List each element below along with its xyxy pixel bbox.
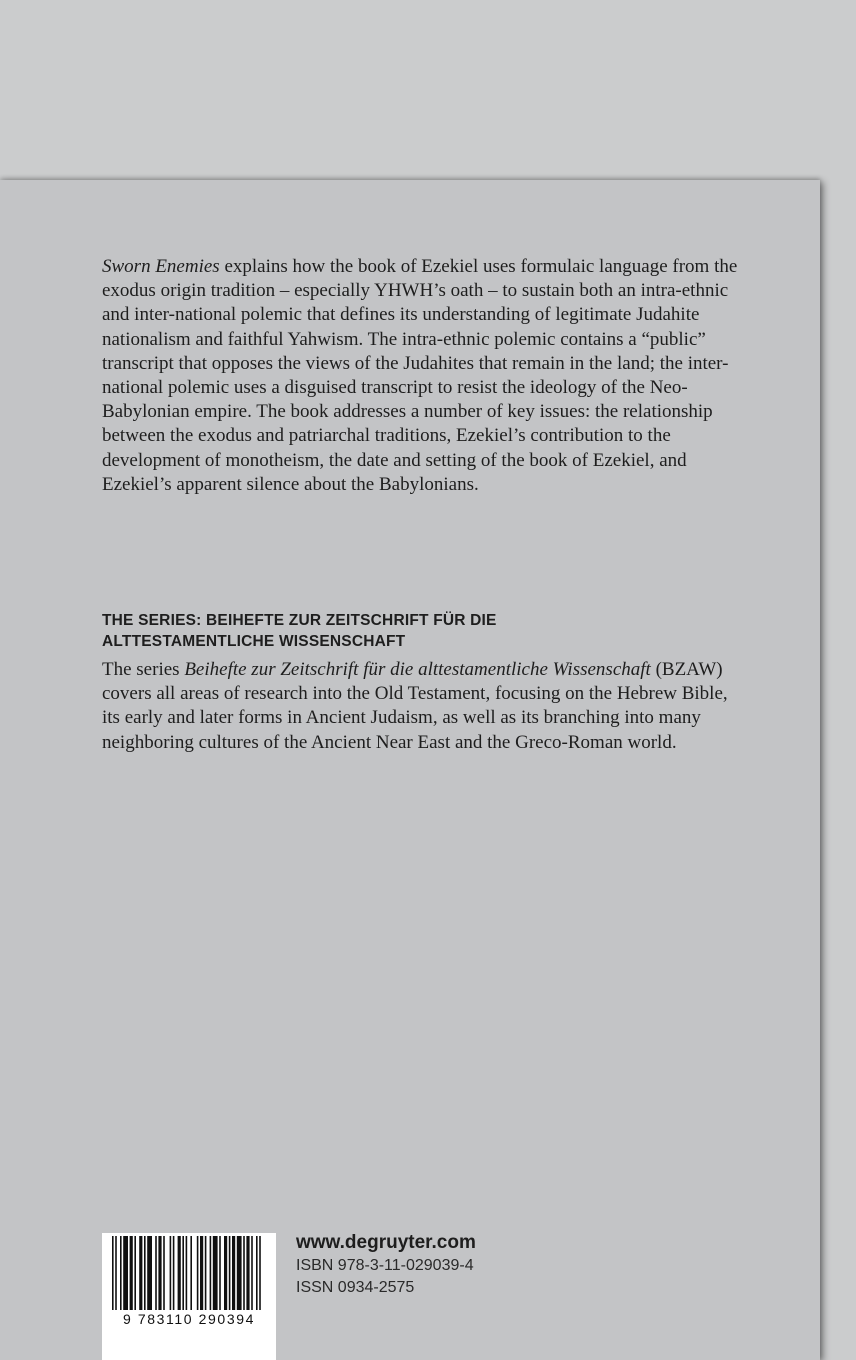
- barcode-bar: [197, 1236, 199, 1310]
- barcode-bar: [178, 1236, 181, 1310]
- barcode-bar: [190, 1236, 192, 1310]
- barcode-bar: [170, 1236, 172, 1310]
- barcode-bar: [182, 1236, 184, 1310]
- barcode-bar: [259, 1236, 261, 1310]
- barcode-bar: [115, 1236, 117, 1310]
- series-heading-line-1: THE SERIES: BEIHEFTE ZUR ZEITSCHRIFT FÜR DIE: [102, 612, 497, 629]
- barcode-bar: [243, 1236, 245, 1310]
- barcode-bar: [213, 1236, 218, 1310]
- barcode-bar: [134, 1236, 136, 1310]
- barcode: [102, 1233, 276, 1360]
- barcode-bar: [186, 1236, 188, 1310]
- barcode-bar: [224, 1236, 227, 1310]
- book-title: Sworn Enemies: [102, 256, 220, 277]
- barcode-bar: [112, 1236, 114, 1310]
- barcode-bar: [237, 1236, 242, 1310]
- barcode-bar: [144, 1236, 146, 1310]
- series-heading-line-2: ALTTESTAMENTLICHE WISSENSCHAFT: [102, 633, 406, 650]
- barcode-bar: [147, 1236, 152, 1310]
- barcode-bar: [205, 1236, 207, 1310]
- barcode-bar: [163, 1236, 165, 1310]
- issn-number: ISSN 0934-2575: [296, 1279, 415, 1296]
- barcode-bar: [232, 1236, 235, 1310]
- isbn-number: ISBN 978-3-11-029039-4: [296, 1257, 474, 1274]
- series-heading: [102, 610, 722, 652]
- barcode-bar: [139, 1236, 142, 1310]
- barcode-bar: [246, 1236, 249, 1310]
- barcode-bar: [173, 1236, 175, 1310]
- book-description-text: explains how the book of Ezekiel uses formulaic language from the exodus origin tradition – especially YHWH’s oath – to sustain both an intra-ethnic and inter-national polemic that defines its understanding of legitimate Judahite nationalism and faithful Yahwism. The intra-ethnic polemic contains a “public” transcript that opposes the views of the Judahites that remain in the land; the inter-national polemic uses a disguised transcript to resist the ideology of the Neo-Babylonian empire. The book addresses a number of key issues: the relationship between the exodus and patriarchal traditions, Ezekiel’s contribution to the development of monotheism, the date and setting of the book of Ezekiel, and Ezekiel’s apparent silence about the Babylonians.: [102, 256, 738, 495]
- barcode-bar: [158, 1236, 161, 1310]
- series-intro: The series: [102, 659, 185, 680]
- barcode-bar: [155, 1236, 157, 1310]
- series-name: Beihefte zur Zeitschrift für die alttestamentliche Wissenschaft: [184, 659, 651, 680]
- series-description-text: (BZAW) covers all areas of research into the Old Testament, focusing on the Hebrew Bible, its early and later forms in Ancient Judaism, as well as its branching into many neighboring cultures of the Ancient Near East and the Greco-Roman world.: [102, 659, 728, 753]
- barcode-bar: [229, 1236, 231, 1310]
- barcode-bar: [210, 1236, 212, 1310]
- barcode-digits: 9 783110 290394: [123, 1311, 255, 1327]
- background-top-band: [0, 0, 856, 180]
- barcode-bar: [256, 1236, 258, 1310]
- barcode-bar: [200, 1236, 203, 1310]
- publisher-website-link[interactable]: www.degruyter.com: [296, 1232, 476, 1253]
- barcode-bar: [219, 1236, 221, 1310]
- barcode-bars: [112, 1236, 266, 1310]
- barcode-bar: [123, 1236, 128, 1310]
- book-description: [102, 255, 742, 497]
- barcode-bar: [130, 1236, 133, 1310]
- series-description: [102, 658, 742, 755]
- barcode-bar: [251, 1236, 253, 1310]
- barcode-bar: [120, 1236, 122, 1310]
